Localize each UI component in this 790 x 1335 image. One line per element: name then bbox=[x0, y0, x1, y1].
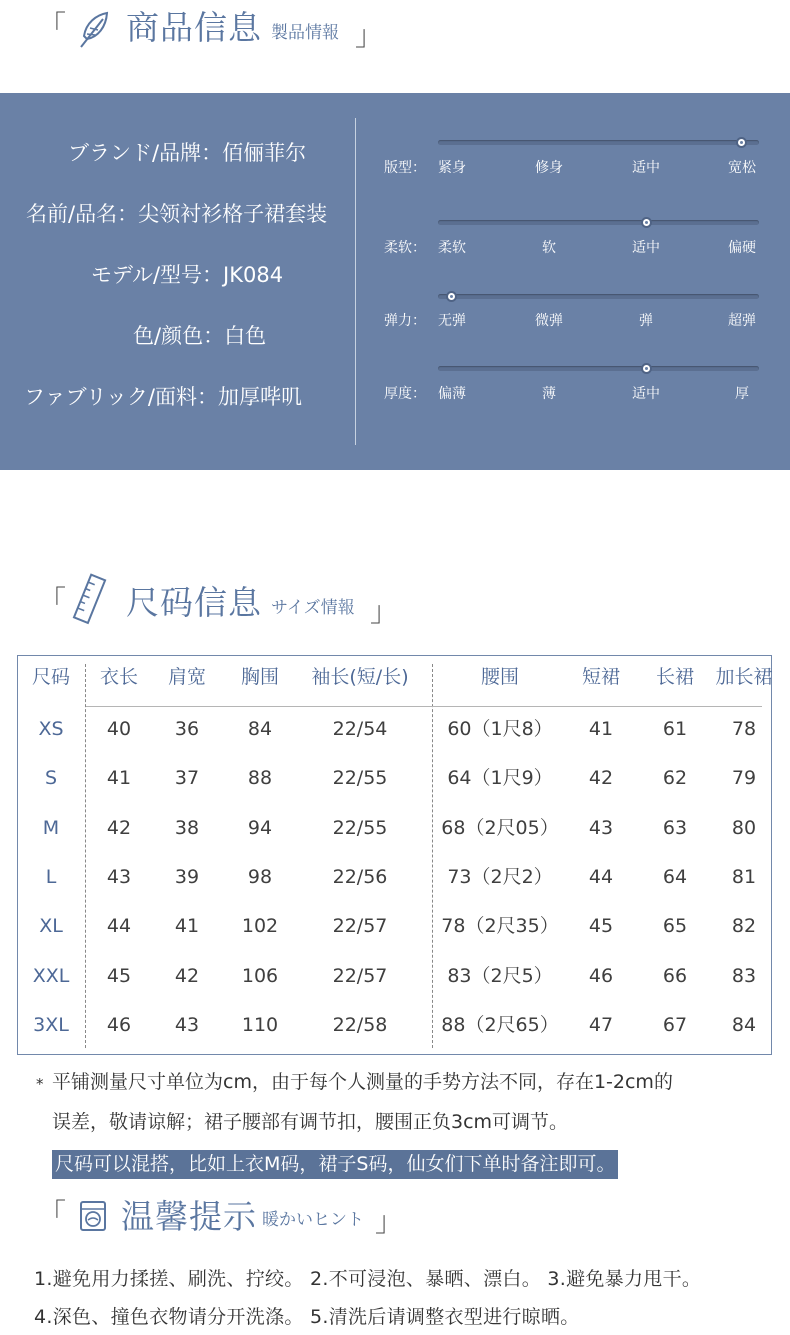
column-header: 长裙 bbox=[655, 666, 695, 688]
fit-slider-knob bbox=[736, 137, 747, 148]
column-header: 尺码 bbox=[31, 666, 71, 688]
thickness-option: 偏薄 bbox=[438, 386, 466, 402]
table-cell: 22/56 bbox=[332, 866, 388, 888]
table-cell: 60（1尺8） bbox=[447, 718, 553, 740]
table-cell: 61 bbox=[662, 718, 688, 740]
fit-option: 修身 bbox=[535, 160, 563, 176]
table-cell: 83（2尺5） bbox=[447, 965, 553, 987]
elasticity-slider-knob bbox=[446, 291, 457, 302]
column-header: 肩宽 bbox=[167, 666, 207, 688]
table-cell: 36 bbox=[174, 718, 200, 740]
section-title: 温馨提示 bbox=[121, 1197, 257, 1236]
table-cell: 98 bbox=[247, 866, 273, 888]
softness-label: 柔软： bbox=[384, 240, 426, 256]
table-cell: 66 bbox=[662, 965, 688, 987]
thickness-label: 厚度： bbox=[384, 386, 426, 402]
feather-icon bbox=[76, 10, 112, 54]
note-line-1: 平铺测量尺寸单位为cm，由于每个人测量的手势方法不同，存在1-2cm的 bbox=[52, 1071, 673, 1093]
table-cell: 45 bbox=[588, 915, 614, 937]
table-cell: 22/58 bbox=[332, 1014, 388, 1036]
table-cell: 64（1尺9） bbox=[447, 767, 553, 789]
table-cell: 43 bbox=[106, 866, 132, 888]
table-cell: 62 bbox=[662, 767, 688, 789]
panel-divider bbox=[355, 118, 356, 445]
table-cell: 65 bbox=[662, 915, 688, 937]
note-asterisk: * bbox=[36, 1075, 44, 1093]
table-cell: 78（2尺35） bbox=[441, 915, 559, 937]
size-label-cell: XXL bbox=[32, 965, 70, 987]
elasticity-option: 无弹 bbox=[438, 313, 466, 329]
softness-slider-track bbox=[438, 220, 759, 225]
elasticity-option: 超弹 bbox=[728, 313, 756, 329]
section-subtitle: サイズ情報 bbox=[271, 598, 355, 618]
fabric-info: ファブリック/面料：加厚哔叽 bbox=[24, 385, 302, 409]
washing-machine-icon bbox=[79, 1200, 107, 1236]
model-info: モデル/型号：JK084 bbox=[91, 263, 284, 287]
table-cell: 22/55 bbox=[332, 767, 388, 789]
elasticity-option: 弹 bbox=[639, 313, 653, 329]
table-cell: 110 bbox=[241, 1014, 279, 1036]
table-cell: 68（2尺05） bbox=[441, 817, 559, 839]
table-cell: 43 bbox=[174, 1014, 200, 1036]
table-cell: 43 bbox=[588, 817, 614, 839]
table-cell: 22/54 bbox=[332, 718, 388, 740]
size-table bbox=[17, 655, 772, 1055]
brand-info: ブランド/品牌：佰俪菲尔 bbox=[68, 141, 307, 165]
table-cell: 46 bbox=[106, 1014, 132, 1036]
tips-header bbox=[0, 1190, 790, 1250]
table-cell: 46 bbox=[588, 965, 614, 987]
thickness-option: 厚 bbox=[735, 386, 749, 402]
elasticity-slider-track bbox=[438, 294, 759, 299]
column-header: 衣长 bbox=[99, 666, 139, 688]
table-cell: 102 bbox=[241, 915, 279, 937]
column-header: 加长裙 bbox=[715, 666, 773, 688]
table-cell: 79 bbox=[731, 767, 757, 789]
thickness-option: 薄 bbox=[542, 386, 556, 402]
column-header: 腰围 bbox=[480, 666, 520, 688]
table-cell: 84 bbox=[247, 718, 273, 740]
table-cell: 82 bbox=[731, 915, 757, 937]
fit-slider-track bbox=[438, 140, 759, 145]
table-cell: 22/57 bbox=[332, 915, 388, 937]
table-cell: 84 bbox=[731, 1014, 757, 1036]
thickness-slider-knob bbox=[641, 363, 652, 374]
table-cell: 106 bbox=[241, 965, 279, 987]
elasticity-label: 弹力： bbox=[384, 313, 426, 329]
fit-option: 宽松 bbox=[728, 160, 756, 176]
size-label-cell: L bbox=[45, 866, 57, 888]
care-tips-line-2: 4.深色、撞色衣物请分开洗涤。 5.清洗后请调整衣型进行晾晒。 bbox=[34, 1306, 580, 1328]
table-cell: 42 bbox=[106, 817, 132, 839]
table-cell: 44 bbox=[106, 915, 132, 937]
table-cell: 67 bbox=[662, 1014, 688, 1036]
size-label-cell: XS bbox=[38, 718, 64, 740]
softness-option: 适中 bbox=[632, 240, 660, 256]
table-cell: 64 bbox=[662, 866, 688, 888]
table-cell: 47 bbox=[588, 1014, 614, 1036]
elasticity-option: 微弹 bbox=[535, 313, 563, 329]
table-cell: 63 bbox=[662, 817, 688, 839]
table-cell: 37 bbox=[174, 767, 200, 789]
table-cell: 88（2尺65） bbox=[441, 1014, 559, 1036]
table-cell: 88 bbox=[247, 767, 273, 789]
section-subtitle: 暖かいヒント bbox=[262, 1210, 364, 1230]
table-cell: 40 bbox=[106, 718, 132, 740]
softness-option: 柔软 bbox=[438, 240, 466, 256]
table-cell: 80 bbox=[731, 817, 757, 839]
size-label-cell: M bbox=[42, 817, 60, 839]
table-cell: 81 bbox=[731, 866, 757, 888]
mix-match-highlight: 尺码可以混搭，比如上衣M码，裙子S码，仙女们下单时备注即可。 bbox=[52, 1150, 618, 1179]
ruler-icon bbox=[70, 572, 110, 630]
column-header: 袖长(短/长) bbox=[311, 666, 409, 688]
thickness-option: 适中 bbox=[632, 386, 660, 402]
thickness-slider-track bbox=[438, 366, 759, 371]
product-info-panel bbox=[0, 93, 790, 470]
size-label-cell: S bbox=[44, 767, 58, 789]
table-cell: 42 bbox=[588, 767, 614, 789]
table-cell: 22/55 bbox=[332, 817, 388, 839]
table-cell: 41 bbox=[588, 718, 614, 740]
table-cell: 22/57 bbox=[332, 965, 388, 987]
section-title: 尺码信息 bbox=[126, 583, 262, 622]
column-divider bbox=[85, 664, 86, 1048]
care-tips-line-1: 1.避免用力揉搓、刷洗、拧绞。 2.不可浸泡、暴晒、漂白。 3.避免暴力甩干。 bbox=[34, 1268, 702, 1290]
bracket-close: 」 bbox=[355, 19, 384, 52]
table-cell: 78 bbox=[731, 718, 757, 740]
softness-option: 软 bbox=[542, 240, 556, 256]
header-divider bbox=[86, 706, 762, 707]
column-header: 胸围 bbox=[240, 666, 280, 688]
product-info-header bbox=[0, 0, 790, 60]
color-info: 色/颜色：白色 bbox=[133, 324, 267, 348]
bracket-close: 」 bbox=[370, 595, 399, 628]
table-cell: 94 bbox=[247, 817, 273, 839]
bracket-open: 「 bbox=[38, 9, 67, 42]
table-cell: 83 bbox=[731, 965, 757, 987]
table-cell: 41 bbox=[106, 767, 132, 789]
softness-option: 偏硬 bbox=[728, 240, 756, 256]
bracket-open: 「 bbox=[38, 584, 67, 617]
section-subtitle: 製品情報 bbox=[271, 23, 339, 43]
column-divider bbox=[432, 664, 433, 1048]
softness-slider-knob bbox=[641, 217, 652, 228]
note-line-2: 误差，敬请谅解；裙子腰部有调节扣，腰围正负3cm可调节。 bbox=[52, 1111, 569, 1133]
table-cell: 44 bbox=[588, 866, 614, 888]
table-cell: 73（2尺2） bbox=[447, 866, 553, 888]
size-label-cell: 3XL bbox=[33, 1014, 69, 1036]
column-header: 短裙 bbox=[581, 666, 621, 688]
size-info-header bbox=[0, 570, 790, 630]
table-cell: 39 bbox=[174, 866, 200, 888]
product-name-info: 名前/品名：尖领衬衫格子裙套装 bbox=[26, 202, 328, 226]
bracket-open: 「 bbox=[38, 1197, 67, 1230]
table-cell: 41 bbox=[174, 915, 200, 937]
fit-option: 适中 bbox=[632, 160, 660, 176]
table-cell: 38 bbox=[174, 817, 200, 839]
fit-option: 紧身 bbox=[438, 160, 466, 176]
bracket-close: 」 bbox=[375, 1205, 404, 1238]
section-title: 商品信息 bbox=[126, 8, 262, 47]
table-cell: 45 bbox=[106, 965, 132, 987]
table-cell: 42 bbox=[174, 965, 200, 987]
size-label-cell: XL bbox=[39, 915, 63, 937]
fit-label: 版型： bbox=[384, 160, 426, 176]
